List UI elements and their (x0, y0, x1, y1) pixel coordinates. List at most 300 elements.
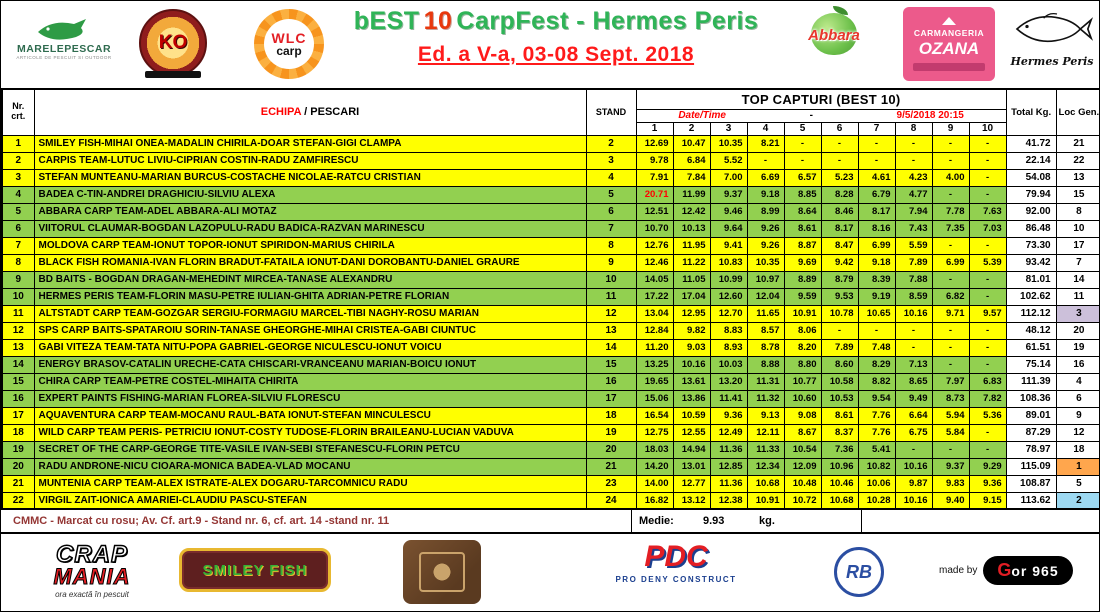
catch-value-cell: 9.83 (932, 475, 969, 492)
rb-text: RB (846, 561, 872, 582)
catch-value-cell: 5.41 (858, 441, 895, 458)
catch-value-cell: 12.60 (710, 288, 747, 305)
catch-col-5: 5 (784, 122, 821, 135)
team-name-cell: HERMES PERIS TEAM-FLORIN MASU-PETRE IULIAN-GHITA ADRIAN-PETRE FLORIAN (34, 288, 586, 305)
team-name-cell: AQUAVENTURA CARP TEAM-MOCANU RAUL-BATA IONUT-STEFAN MINCULESCU (34, 407, 586, 424)
catch-value-cell: 6.75 (895, 424, 932, 441)
results-table (1, 88, 1100, 510)
total-kg-cell: 112.12 (1006, 305, 1056, 322)
catch-value-cell: - (932, 339, 969, 356)
catch-value-cell: - (858, 152, 895, 169)
catch-value-cell: 7.91 (636, 169, 673, 186)
catch-value-cell: 8.87 (784, 237, 821, 254)
catch-col-4: 4 (747, 122, 784, 135)
total-kg-cell: 92.00 (1006, 203, 1056, 220)
catch-value-cell: 10.65 (858, 305, 895, 322)
marele-pescar-logo (9, 17, 119, 60)
catch-value-cell: 13.04 (636, 305, 673, 322)
table-row (2, 492, 1100, 509)
crap-mania-logo (17, 541, 167, 599)
catch-value-cell: 6.69 (747, 169, 784, 186)
team-name-cell: CHIRA CARP TEAM-PETRE COSTEL-MIHAITA CHIRITA (34, 373, 586, 390)
smiley-fish-text: SMILEY FISH (202, 561, 308, 579)
catch-value-cell: 17.04 (673, 288, 710, 305)
catch-value-cell: - (821, 322, 858, 339)
catch-value-cell: - (969, 322, 1006, 339)
medie-unit: kg. (759, 515, 775, 527)
catch-value-cell: 8.78 (747, 339, 784, 356)
catch-value-cell: 10.58 (821, 373, 858, 390)
row-number-cell: 2 (2, 152, 34, 169)
catch-value-cell: 5.39 (969, 254, 1006, 271)
catch-value-cell: - (932, 237, 969, 254)
crap-mania-line2: MANIA (53, 563, 131, 589)
catch-value-cell: 6.99 (858, 237, 895, 254)
catch-value-cell: 9.26 (747, 237, 784, 254)
total-kg-cell: 81.01 (1006, 271, 1056, 288)
stand-number-cell: 5 (586, 186, 636, 203)
catch-value-cell: 10.96 (821, 458, 858, 475)
catch-value-cell: 10.72 (784, 492, 821, 509)
catch-value-cell: 10.46 (821, 475, 858, 492)
catch-value-cell: - (969, 186, 1006, 203)
catch-value-cell: 14.00 (636, 475, 673, 492)
team-name-cell: BD BAITS - BOGDAN DRAGAN-MEHEDINT MIRCEA-TANASE ALEXANDRU (34, 271, 586, 288)
catch-value-cell: 8.17 (858, 203, 895, 220)
catch-value-cell: 13.01 (673, 458, 710, 475)
catch-value-cell: 9.37 (932, 458, 969, 475)
catch-value-cell: 12.75 (636, 424, 673, 441)
catch-value-cell: 7.94 (895, 203, 932, 220)
catch-value-cell: 7.97 (932, 373, 969, 390)
catch-value-cell: 9.13 (747, 407, 784, 424)
table-row (2, 152, 1100, 169)
crap-mania-tagline: ora exactă în pescuit (55, 589, 129, 599)
stand-number-cell: 13 (586, 322, 636, 339)
catch-value-cell: 9.37 (710, 186, 747, 203)
team-name-cell: MOLDOVA CARP TEAM-IONUT TOPOR-IONUT SPIRIDON-MARIUS CHIRILA (34, 237, 586, 254)
catch-value-cell: 10.35 (710, 135, 747, 152)
catch-value-cell: - (895, 339, 932, 356)
catch-col-9: 9 (932, 122, 969, 135)
catch-col-6: 6 (821, 122, 858, 135)
loc-gen-cell: 18 (1056, 441, 1100, 458)
row-number-cell: 8 (2, 254, 34, 271)
catch-value-cell: 12.38 (710, 492, 747, 509)
stand-number-cell: 12 (586, 305, 636, 322)
total-kg-cell: 61.51 (1006, 339, 1056, 356)
table-row (2, 135, 1100, 152)
catch-value-cell: 10.16 (895, 492, 932, 509)
nr-line2: crt. (11, 111, 26, 122)
note-divider (631, 510, 632, 532)
green-fish-icon (33, 17, 95, 43)
stand-number-cell: 2 (586, 135, 636, 152)
datetime-header (636, 109, 1006, 122)
table-row (2, 424, 1100, 441)
catch-value-cell: - (932, 441, 969, 458)
catch-value-cell: 12.34 (747, 458, 784, 475)
catch-value-cell: 9.08 (784, 407, 821, 424)
catch-value-cell: 11.36 (710, 441, 747, 458)
total-kg-cell: 108.87 (1006, 475, 1056, 492)
catch-value-cell: - (858, 135, 895, 152)
catch-value-cell: 10.16 (673, 356, 710, 373)
catch-value-cell: 8.65 (895, 373, 932, 390)
table-row (2, 407, 1100, 424)
title-number: 10 (423, 7, 453, 35)
catch-value-cell: - (969, 424, 1006, 441)
row-number-cell: 7 (2, 237, 34, 254)
total-kg-cell: 54.08 (1006, 169, 1056, 186)
stand-number-cell: 24 (586, 492, 636, 509)
catch-value-cell: 11.05 (673, 271, 710, 288)
catch-value-cell: - (969, 339, 1006, 356)
catch-value-cell: 9.18 (858, 254, 895, 271)
wlc-carp-logo (254, 9, 324, 79)
stand-number-cell: 19 (586, 424, 636, 441)
catch-value-cell: 5.23 (821, 169, 858, 186)
catch-value-cell: 8.82 (858, 373, 895, 390)
catch-value-cell: 10.91 (784, 305, 821, 322)
col-header-stand: STAND (586, 89, 636, 135)
sponsor-footer (1, 534, 1099, 611)
catch-value-cell: - (747, 152, 784, 169)
catch-value-cell: 8.80 (784, 356, 821, 373)
loc-gen-cell: 13 (1056, 169, 1100, 186)
catch-value-cell: 5.94 (932, 407, 969, 424)
stand-number-cell: 21 (586, 458, 636, 475)
catch-value-cell: 5.84 (932, 424, 969, 441)
stand-number-cell: 10 (586, 271, 636, 288)
catch-value-cell: 8.79 (821, 271, 858, 288)
catch-value-cell: 13.25 (636, 356, 673, 373)
catch-value-cell: 8.61 (821, 407, 858, 424)
table-row (2, 288, 1100, 305)
table-row (2, 339, 1100, 356)
total-kg-cell: 111.39 (1006, 373, 1056, 390)
loc-gen-cell: 4 (1056, 373, 1100, 390)
catch-value-cell: 18.03 (636, 441, 673, 458)
wooden-ornament-icon (419, 552, 465, 592)
table-row (2, 305, 1100, 322)
table-row (2, 441, 1100, 458)
loc-gen-cell: 8 (1056, 203, 1100, 220)
catch-value-cell: - (969, 441, 1006, 458)
total-kg-cell: 75.14 (1006, 356, 1056, 373)
catch-value-cell: 10.59 (673, 407, 710, 424)
catch-value-cell: 10.35 (747, 254, 784, 271)
catch-value-cell: 12.77 (673, 475, 710, 492)
catch-value-cell: 10.70 (636, 220, 673, 237)
gor-965-badge (983, 556, 1072, 585)
catch-value-cell: 8.60 (821, 356, 858, 373)
row-number-cell: 20 (2, 458, 34, 475)
catch-value-cell: 9.18 (747, 186, 784, 203)
loc-gen-cell: 22 (1056, 152, 1100, 169)
catch-value-cell: 11.20 (636, 339, 673, 356)
catch-value-cell: - (821, 135, 858, 152)
table-row (2, 373, 1100, 390)
row-number-cell: 22 (2, 492, 34, 509)
team-name-cell: ABBARA CARP TEAM-ADEL ABBARA-ALI MOTAZ (34, 203, 586, 220)
catch-value-cell: - (895, 135, 932, 152)
total-kg-cell: 108.36 (1006, 390, 1056, 407)
catch-value-cell: 13.12 (673, 492, 710, 509)
catch-value-cell: 6.57 (784, 169, 821, 186)
event-subtitle: Ed. a V-a, 03-08 Sept. 2018 (417, 43, 695, 66)
team-name-cell: SPS CARP BAITS-SPATAROIU SORIN-TANASE GHEORGHE-MIHAI CRISTEA-GABI CIUNTUC (34, 322, 586, 339)
stand-number-cell: 18 (586, 407, 636, 424)
catch-value-cell: 13.61 (673, 373, 710, 390)
catch-value-cell: - (969, 152, 1006, 169)
team-name-cell: CARPIS TEAM-LUTUC LIVIU-CIPRIAN COSTIN-RADU ZAMFIRESCU (34, 152, 586, 169)
row-number-cell: 19 (2, 441, 34, 458)
catch-value-cell: 7.89 (821, 339, 858, 356)
catch-value-cell: 6.79 (858, 186, 895, 203)
catch-value-cell: 8.39 (858, 271, 895, 288)
total-kg-cell: 22.14 (1006, 152, 1056, 169)
team-name-cell: SECRET OF THE CARP-GEORGE TITE-VASILE IVAN-SEBI STEFANESCU-FLORIN PETCU (34, 441, 586, 458)
catch-value-cell: 5.59 (895, 237, 932, 254)
catch-value-cell: 9.36 (710, 407, 747, 424)
catch-value-cell: 14.20 (636, 458, 673, 475)
datetime-separator: - (809, 110, 813, 121)
pdc-logo (611, 542, 741, 584)
table-row (2, 186, 1100, 203)
medie-value: 9.93 (703, 515, 725, 527)
catch-value-cell: 11.99 (673, 186, 710, 203)
catch-value-cell: 6.64 (895, 407, 932, 424)
team-name-cell: SMILEY FISH-MIHAI ONEA-MADALIN CHIRILA-DOAR STEFAN-GIGI CLAMPA (34, 135, 586, 152)
row-number-cell: 11 (2, 305, 34, 322)
catch-col-10: 10 (969, 122, 1006, 135)
catch-value-cell: 7.76 (858, 407, 895, 424)
row-number-cell: 14 (2, 356, 34, 373)
catch-value-cell: 7.76 (858, 424, 895, 441)
catch-value-cell: 10.06 (858, 475, 895, 492)
total-kg-cell: 93.42 (1006, 254, 1056, 271)
catch-value-cell: - (784, 152, 821, 169)
row-number-cell: 3 (2, 169, 34, 186)
catch-value-cell: 12.70 (710, 305, 747, 322)
abbara-logo (793, 9, 875, 44)
catch-value-cell: - (821, 152, 858, 169)
row-number-cell: 1 (2, 135, 34, 152)
catch-value-cell: 10.99 (710, 271, 747, 288)
catch-value-cell: 12.11 (747, 424, 784, 441)
catch-value-cell: 8.93 (710, 339, 747, 356)
catch-value-cell: 11.22 (673, 254, 710, 271)
team-name-cell: BLACK FISH ROMANIA-IVAN FLORIN BRADUT-FATAILA IONUT-DANI DOROBANTU-DANIEL GRAURE (34, 254, 586, 271)
catch-value-cell: 13.86 (673, 390, 710, 407)
team-name-cell: GABI VITEZA TEAM-TATA NITU-POPA GABRIEL-GEORGE NICULESCU-IONUT VOICU (34, 339, 586, 356)
catch-value-cell: 7.89 (895, 254, 932, 271)
catch-value-cell: 8.28 (821, 186, 858, 203)
loc-gen-cell: 17 (1056, 237, 1100, 254)
total-kg-cell: 48.12 (1006, 322, 1056, 339)
catch-value-cell: 10.47 (673, 135, 710, 152)
catch-value-cell: 7.84 (673, 169, 710, 186)
catch-col-2: 2 (673, 122, 710, 135)
catch-value-cell: 8.17 (821, 220, 858, 237)
carp-fish-icon (1010, 9, 1094, 49)
stand-number-cell: 20 (586, 441, 636, 458)
catch-col-1: 1 (636, 122, 673, 135)
pescari-label: / PESCARI (301, 106, 360, 119)
catch-value-cell: 7.00 (710, 169, 747, 186)
catch-value-cell: 8.89 (784, 271, 821, 288)
loc-gen-cell: 14 (1056, 271, 1100, 288)
catch-value-cell: 9.49 (895, 390, 932, 407)
col-header-loc: Loc Gen. (1056, 89, 1100, 135)
total-kg-cell: 41.72 (1006, 135, 1056, 152)
loc-gen-cell: 5 (1056, 475, 1100, 492)
catch-value-cell: 10.68 (747, 475, 784, 492)
catch-value-cell: 9.42 (821, 254, 858, 271)
catch-value-cell: 8.16 (858, 220, 895, 237)
catch-value-cell: 7.78 (932, 203, 969, 220)
catch-value-cell: 9.78 (636, 152, 673, 169)
catch-value-cell: - (969, 169, 1006, 186)
catch-value-cell: 5.36 (969, 407, 1006, 424)
stand-number-cell: 14 (586, 339, 636, 356)
catch-value-cell: 10.28 (858, 492, 895, 509)
catch-value-cell: 20.71 (636, 186, 673, 203)
stand-number-cell: 16 (586, 373, 636, 390)
stand-number-cell: 8 (586, 237, 636, 254)
catch-value-cell: 12.04 (747, 288, 784, 305)
ozana-carmangeria-text: CARMANGERIA (913, 28, 985, 38)
catch-value-cell: 10.68 (821, 492, 858, 509)
row-number-cell: 13 (2, 339, 34, 356)
row-number-cell: 17 (2, 407, 34, 424)
catch-value-cell: 6.99 (932, 254, 969, 271)
catch-value-cell: 10.77 (784, 373, 821, 390)
catch-value-cell: 11.95 (673, 237, 710, 254)
ko-text: KO (158, 32, 188, 53)
smiley-fish-logo (179, 548, 331, 592)
total-kg-cell: 78.97 (1006, 441, 1056, 458)
catch-value-cell: 8.99 (747, 203, 784, 220)
catch-value-cell: 4.23 (895, 169, 932, 186)
catch-value-cell: 15.06 (636, 390, 673, 407)
catch-value-cell: 9.82 (673, 322, 710, 339)
stand-number-cell: 3 (586, 152, 636, 169)
catch-value-cell: - (895, 441, 932, 458)
table-header (2, 89, 1100, 135)
stand-number-cell: 6 (586, 203, 636, 220)
catch-value-cell: 8.83 (710, 322, 747, 339)
catch-value-cell: 10.16 (895, 458, 932, 475)
total-kg-cell: 115.09 (1006, 458, 1056, 475)
catch-value-cell: 8.59 (895, 288, 932, 305)
catch-value-cell: 10.97 (747, 271, 784, 288)
catch-value-cell: - (932, 322, 969, 339)
table-row (2, 356, 1100, 373)
table-row (2, 169, 1100, 186)
catch-value-cell: 11.32 (747, 390, 784, 407)
catch-value-cell: 8.88 (747, 356, 784, 373)
catch-value-cell: - (932, 152, 969, 169)
catch-value-cell: 8.73 (932, 390, 969, 407)
total-kg-cell: 89.01 (1006, 407, 1056, 424)
catch-col-3: 3 (710, 122, 747, 135)
ozana-name: OZANA (918, 39, 980, 58)
catch-value-cell: 9.54 (858, 390, 895, 407)
ko-logo (133, 9, 213, 81)
team-name-cell: ENERGY BRASOV-CATALIN URECHE-CATA CHISCARI-VRANCEANU MARIAN-BOICU IONUT (34, 356, 586, 373)
title-part1: bEST (353, 7, 420, 35)
col-header-echipa (34, 89, 586, 135)
catch-value-cell: 4.77 (895, 186, 932, 203)
loc-gen-cell: 19 (1056, 339, 1100, 356)
catch-value-cell: 12.46 (636, 254, 673, 271)
title-part3: CarpFest - Hermes Peris (456, 7, 759, 35)
catch-value-cell: 10.03 (710, 356, 747, 373)
team-name-cell: WILD CARP TEAM PERIS- PETRICIU IONUT-COSTY TUDOSE-FLORIN BRAILEANU-LUCIAN VADUVA (34, 424, 586, 441)
wlc-text: WLC (271, 30, 307, 46)
catch-value-cell: 8.67 (784, 424, 821, 441)
wlc-sunburst-icon (264, 19, 314, 69)
loc-gen-cell: 7 (1056, 254, 1100, 271)
row-number-cell: 18 (2, 424, 34, 441)
catch-value-cell: 12.42 (673, 203, 710, 220)
datetime-value: 9/5/2018 20:15 (896, 110, 964, 121)
catch-value-cell: 11.36 (710, 475, 747, 492)
catch-value-cell: 11.33 (747, 441, 784, 458)
catch-value-cell: 7.48 (858, 339, 895, 356)
catch-value-cell: 10.54 (784, 441, 821, 458)
echipa-label: ECHIPA (260, 106, 302, 119)
catch-value-cell: 8.57 (747, 322, 784, 339)
gor-965-text: or 965 (1011, 563, 1059, 579)
table-body (2, 135, 1100, 509)
catch-value-cell: 7.82 (969, 390, 1006, 407)
catch-value-cell: 14.05 (636, 271, 673, 288)
crown-icon (942, 17, 956, 25)
loc-gen-cell: 15 (1056, 186, 1100, 203)
col-header-top-capturi: TOP CAPTURI (BEST 10) (636, 89, 1006, 109)
catch-value-cell: 10.82 (858, 458, 895, 475)
catch-value-cell: - (969, 237, 1006, 254)
total-kg-cell: 102.62 (1006, 288, 1056, 305)
team-name-cell: VIRGIL ZAIT-IONICA AMARIEI-CLAUDIU PASCU-STEFAN (34, 492, 586, 509)
catch-value-cell: 9.69 (784, 254, 821, 271)
table-row (2, 254, 1100, 271)
team-name-cell: ALTSTADT CARP TEAM-GOZGAR SERGIU-FORMAGIU MARCEL-TIBI NAGHY-ROSU MARIAN (34, 305, 586, 322)
loc-gen-cell: 3 (1056, 305, 1100, 322)
catch-value-cell: 14.94 (673, 441, 710, 458)
rb-logo (834, 547, 884, 597)
catch-value-cell: 8.64 (784, 203, 821, 220)
catch-value-cell: 9.36 (969, 475, 1006, 492)
catch-value-cell: 17.22 (636, 288, 673, 305)
stand-number-cell: 11 (586, 288, 636, 305)
catch-value-cell: 12.85 (710, 458, 747, 475)
abbara-name: Abbara (808, 27, 860, 44)
row-number-cell: 12 (2, 322, 34, 339)
catch-value-cell: - (969, 135, 1006, 152)
stand-number-cell: 9 (586, 254, 636, 271)
table-row (2, 271, 1100, 288)
catch-value-cell: 6.84 (673, 152, 710, 169)
datetime-label: Date/Time (678, 110, 726, 121)
loc-gen-cell: 9 (1056, 407, 1100, 424)
catch-value-cell: 11.65 (747, 305, 784, 322)
catch-col-8: 8 (895, 122, 932, 135)
catch-value-cell: 12.76 (636, 237, 673, 254)
